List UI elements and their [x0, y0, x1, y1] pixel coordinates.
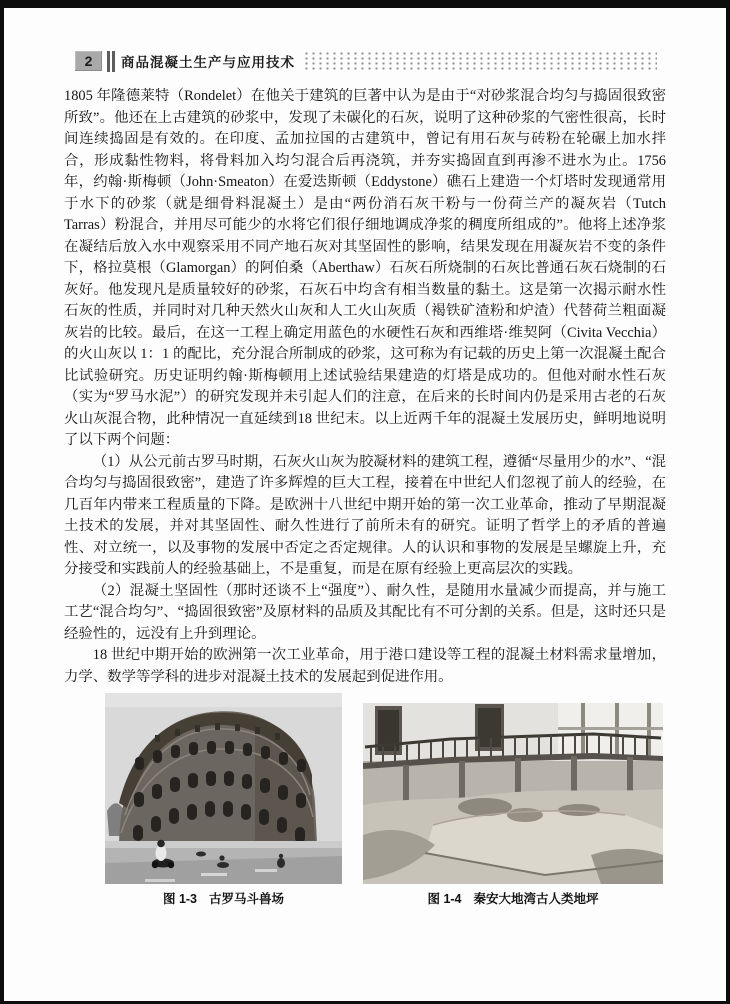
figure-1-3 [105, 693, 342, 907]
figure-caption-text: 秦安大地湾古人类地坪 [473, 892, 599, 906]
paragraph-3: （2）混凝土坚固性（那时还谈不上“强度”）、耐久性，是随用水量减少而提高，并与施工工艺“混合均匀”、“捣固很致密”及原材料的品质及其配比有不可分割的关系。但是，这时还只是经验性的，远没有上升到理论。 [64, 582, 666, 642]
body-text [64, 86, 666, 688]
header-divider [107, 51, 115, 72]
page-number-badge: 2 [75, 51, 102, 71]
figure-caption [363, 889, 663, 907]
excavation-site-photo [363, 703, 663, 884]
figure-1-4 [363, 703, 663, 907]
paragraph-1: 1805 年隆德莱特（Rondelet）在他关于建筑的巨著中认为是由于“对砂浆混合均匀与捣固很致密所致”。他还在上古建筑的砂浆中，发现了未碳化的石灰，说明了这种砂浆的气密性很高，长时间连续捣固是有效的。在印度、孟加拉国的古建筑中，曾记有用石灰与砖粉在轮碾上加水拌合，形成黏性物料，将骨料加入均匀混合后再浇筑，并夯实捣固直到再渗不进水为止。1756 年，约翰·斯梅顿（John·Smeaton）在爱迭斯顿（Eddystone）礁石上建造一个灯塔时发现通常用于水下的砂浆（就是细骨料混凝土）是由“两份消石灰干粉与一份荷兰产的凝灰岩（Tutch Tarras）粉混合，并用尽可能少的水将它们很仔细地调成净浆的稠度所组成的”。他将上述净浆在凝结后放入水中观察采用不同产地石灰对其坚固性的影响，结果发现在用凝灰岩不变的条件下，格拉莫根（Glamorgan）的阿伯桑（Aberthaw）石灰石所烧制的石灰比普通石灰石烧制的石灰好。他发现凡是质量较好的砂浆，石灰石中均含有相当数量的黏土。这是第一次揭示耐水性石灰的性质，并同时对几种天然火山灰和人工火山灰质（褐铁矿渣粉和炉渣）代替荷兰粗面凝灰岩的比较。最后，在这一工程上确定用蓝色的水硬性石灰和西维塔·维契阿（Civita Vecchia）的火山灰以 1：1 的配比，充分混合所制成的砂浆，这可称为有记载的历史上第一次混凝土配合比试验研究。历史证明约翰·斯梅顿用上述试验结果建造的灯塔是成功的。但他对耐水性石灰（实为“罗马水泥”）的研究发现并未引起人们的注意，在后来的长时间内仍是采用古老的石灰火山灰混合物，此种情况一直延续到18 世纪末。以上近两千年的混凝土发展历史，鲜明地说明了以下两个问题： [64, 88, 666, 448]
page-header [75, 50, 657, 72]
scan-edge-left [0, 0, 4, 1004]
colosseum-photo [105, 693, 342, 884]
figure-caption [105, 889, 342, 907]
figure-label: 图 1-3 [162, 892, 198, 906]
paragraph-2: （1）从公元前古罗马时期，石灰火山灰为胶凝材料的建筑工程，遵循“尽量用少的水”、“混合均匀与捣固很致密”，建造了许多辉煌的巨大工程，接着在中世纪人们忽视了前人的经验，在几百年内带来工程质量的下降。是欧洲十八世纪中期开始的第一次工业革命，推动了早期混凝土技术的发展，并对其坚固性、耐久性进行了前所未有的研究。证明了哲学上的矛盾的普遍性、对立统一，以及事物的发展中否定之否定规律。人的认识和事物的发展是呈螺旋上升，充分接受和实践前人的经验基础上，不是重复，而是在原有经验上更高层次的实践。 [64, 453, 667, 577]
scan-edge-right [726, 0, 730, 1004]
scan-edge-top [0, 0, 730, 8]
figure-caption-text: 古罗马斗兽场 [209, 892, 285, 906]
paragraph-4: 18 世纪中期开始的欧洲第一次工业革命，用于港口建设等工程的混凝土材料需求量增加，力学、数学等学科的进步对混凝土技术的发展起到促进作用。 [64, 647, 666, 685]
header-dot-pattern [303, 50, 657, 72]
book-title: 商品混凝土生产与应用技术 [121, 55, 295, 70]
figure-label: 图 1-4 [427, 892, 462, 906]
excavated-floor [363, 789, 663, 884]
